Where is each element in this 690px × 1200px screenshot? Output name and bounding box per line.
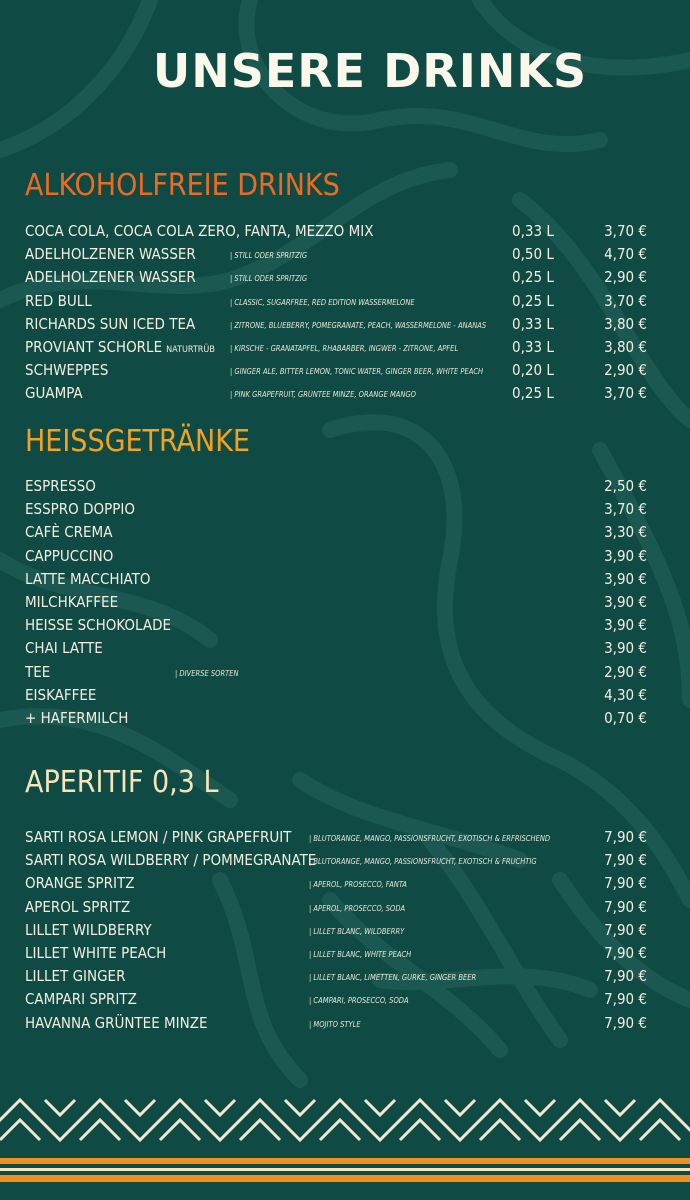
list-item bbox=[25, 336, 647, 359]
list-item bbox=[25, 826, 647, 849]
item-price: 7,90 € bbox=[604, 897, 647, 916]
list-item bbox=[25, 545, 647, 568]
item-description: | APEROL, PROSECCO, SODA bbox=[309, 903, 406, 913]
item-price: 7,90 € bbox=[604, 828, 647, 846]
list-item bbox=[25, 243, 647, 266]
item-name: SARTI ROSA LEMON / PINK GRAPEFRUIT bbox=[25, 828, 292, 846]
item-name: ADELHOLZENER WASSER bbox=[25, 268, 196, 287]
list-item bbox=[25, 896, 647, 919]
list-alkoholfrei bbox=[25, 220, 647, 406]
item-price: 4,30 € bbox=[604, 685, 647, 704]
list-item bbox=[25, 498, 647, 521]
list-item bbox=[25, 382, 647, 405]
list-item bbox=[25, 707, 647, 730]
item-description: | LILLET BLANC, LIMETTEN, GURKE, GINGER BEER bbox=[309, 973, 477, 983]
item-price: 7,90 € bbox=[604, 990, 647, 1009]
item-description: | MOJITO STYLE bbox=[309, 1019, 361, 1029]
list-item bbox=[25, 988, 647, 1011]
item-price: 7,90 € bbox=[604, 920, 647, 939]
item-name: SARTI ROSA WILDBERRY / POMMEGRANATE bbox=[25, 851, 317, 870]
item-description: | ZITRONE, BLUEBERRY, POMEGRANATE, PEACH, WASSERMELONE - ANANAS bbox=[230, 320, 487, 330]
list-item bbox=[25, 684, 647, 707]
item-volume: 0,50 L bbox=[512, 245, 554, 264]
cream-stripe bbox=[0, 1168, 690, 1171]
item-name: GUAMPA bbox=[25, 384, 83, 403]
item-description: | APEROL, PROSECCO, FANTA bbox=[309, 880, 407, 890]
item-price: 0,70 € bbox=[604, 708, 647, 727]
list-item bbox=[25, 872, 647, 895]
list-item bbox=[25, 849, 647, 872]
item-price: 3,90 € bbox=[604, 616, 647, 635]
list-item bbox=[25, 359, 647, 382]
item-name: SCHWEPPES bbox=[25, 361, 109, 380]
item-name: RED BULL bbox=[25, 291, 92, 310]
list-item bbox=[25, 313, 647, 336]
list-item bbox=[25, 521, 647, 544]
item-price: 7,90 € bbox=[604, 874, 647, 893]
list-item bbox=[25, 637, 647, 660]
list-item bbox=[25, 475, 647, 498]
item-price: 2,50 € bbox=[604, 477, 647, 495]
item-name-text: PROVIANT SCHORLE bbox=[25, 337, 163, 356]
list-item bbox=[25, 1012, 647, 1035]
item-name: ESPRESSO bbox=[25, 477, 96, 495]
list-heiss bbox=[25, 475, 647, 730]
item-description: | CLASSIC, SUGARFREE, RED EDITION WASSERMELONE bbox=[230, 297, 415, 307]
item-description: | KIRSCHE - GRANATAPFEL, RHABARBER, INGWER - ZITRONE, APFEL bbox=[230, 343, 459, 353]
item-volume: 0,33 L bbox=[512, 337, 554, 356]
item-description: | CAMPARI, PROSECCO, SODA bbox=[309, 996, 409, 1006]
item-price: 7,90 € bbox=[604, 967, 647, 986]
page-title: UNSERE DRINKS bbox=[152, 44, 588, 98]
list-item bbox=[25, 220, 647, 243]
item-name: RICHARDS SUN ICED TEA bbox=[25, 314, 196, 333]
section-heading-aperitif: APERITIF 0,3 L bbox=[25, 765, 219, 800]
item-description: | BLUTORANGE, MANGO, PASSIONSFRUCHT, EXOTISCH & ERFRISCHEND bbox=[309, 834, 551, 843]
item-price: 3,70 € bbox=[604, 222, 647, 240]
item-description: | LILLET BLANC, WHITE PEACH bbox=[309, 949, 412, 959]
item-description: | BLUTORANGE, MANGO, PASSIONSFRUCHT, EXOTISCH & FRUCHTIG bbox=[309, 857, 537, 867]
list-item bbox=[25, 591, 647, 614]
list-item bbox=[25, 568, 647, 591]
item-name: ESSPRO DOPPIO bbox=[25, 500, 135, 519]
section-heading-alkoholfrei: ALKOHOLFREIE DRINKS bbox=[25, 168, 340, 203]
item-name: LILLET GINGER bbox=[25, 967, 126, 986]
item-description: | DIVERSE SORTEN bbox=[175, 668, 239, 678]
list-item bbox=[25, 266, 647, 289]
item-volume: 0,20 L bbox=[512, 361, 554, 380]
item-name: LILLET WHITE PEACH bbox=[25, 943, 167, 962]
list-item bbox=[25, 290, 647, 313]
item-name: MILCHKAFFEE bbox=[25, 592, 119, 611]
item-price: 7,90 € bbox=[604, 851, 647, 870]
list-item bbox=[25, 919, 647, 942]
section-heading-heiss: HEISSGETRÄNKE bbox=[25, 424, 250, 459]
item-volume: 0,33 L bbox=[512, 222, 554, 240]
list-item bbox=[25, 942, 647, 965]
item-price: 3,80 € bbox=[604, 314, 647, 333]
item-price: 3,80 € bbox=[604, 337, 647, 356]
item-description: | STILL ODER SPRITZIG bbox=[230, 251, 308, 261]
item-name: CAFÈ CREMA bbox=[25, 523, 113, 542]
orange-stripe bbox=[0, 1158, 690, 1164]
item-price: 3,70 € bbox=[604, 500, 647, 519]
item-name: HAVANNA GRÜNTEE MINZE bbox=[25, 1013, 208, 1032]
item-description: | LILLET BLANC, WILDBERRY bbox=[309, 926, 405, 936]
item-price: 2,90 € bbox=[604, 662, 647, 681]
item-price: 3,30 € bbox=[604, 523, 647, 542]
list-aperitif bbox=[25, 826, 647, 1035]
item-price: 3,70 € bbox=[604, 384, 647, 403]
item-name: LATTE MACCHIATO bbox=[25, 569, 151, 588]
item-name: TEE bbox=[25, 662, 51, 681]
item-price: 3,70 € bbox=[604, 291, 647, 310]
item-volume: 0,25 L bbox=[512, 384, 554, 403]
item-name: LILLET WILDBERRY bbox=[25, 920, 152, 939]
list-item bbox=[25, 661, 647, 684]
item-price: 2,90 € bbox=[604, 268, 647, 287]
list-item bbox=[25, 965, 647, 988]
item-volume: 0,33 L bbox=[512, 314, 554, 333]
item-name: ORANGE SPRITZ bbox=[25, 874, 135, 893]
item-price: 3,90 € bbox=[604, 639, 647, 658]
list-item bbox=[25, 614, 647, 637]
item-volume: 0,25 L bbox=[512, 291, 554, 310]
item-price: 7,90 € bbox=[604, 943, 647, 962]
item-description: | GINGER ALE, BITTER LEMON, TONIC WATER, GINGER BEER, WHITE PEACH bbox=[230, 367, 484, 377]
triangle-border-pattern bbox=[0, 1095, 690, 1145]
item-price: 3,90 € bbox=[604, 546, 647, 565]
item-description: | PINK GRAPEFRUIT, GRÜNTEE MINZE, ORANGE MANGO bbox=[230, 390, 416, 400]
item-name: ADELHOLZENER WASSER bbox=[25, 245, 196, 264]
item-name: CHAI LATTE bbox=[25, 639, 103, 658]
orange-stripe bbox=[0, 1175, 690, 1182]
item-name: HEISSE SCHOKOLADE bbox=[25, 616, 172, 635]
item-price: 7,90 € bbox=[604, 1013, 647, 1032]
item-price: 3,90 € bbox=[604, 592, 647, 611]
item-name-suffix: NATURTRÜB bbox=[166, 344, 215, 355]
item-name: APEROL SPRITZ bbox=[25, 897, 131, 916]
item-name: COCA COLA, COCA COLA ZERO, FANTA, MEZZO MIX bbox=[25, 222, 374, 240]
item-name: + HAFERMILCH bbox=[25, 708, 129, 727]
item-name: CAPPUCCINO bbox=[25, 546, 114, 565]
item-name: EISKAFFEE bbox=[25, 685, 97, 704]
item-description: | STILL ODER SPRITZIG bbox=[230, 274, 308, 284]
item-volume: 0,25 L bbox=[512, 268, 554, 287]
item-name: CAMPARI SPRITZ bbox=[25, 990, 137, 1009]
item-price: 3,90 € bbox=[604, 569, 647, 588]
item-price: 4,70 € bbox=[604, 245, 647, 264]
item-price: 2,90 € bbox=[604, 361, 647, 380]
